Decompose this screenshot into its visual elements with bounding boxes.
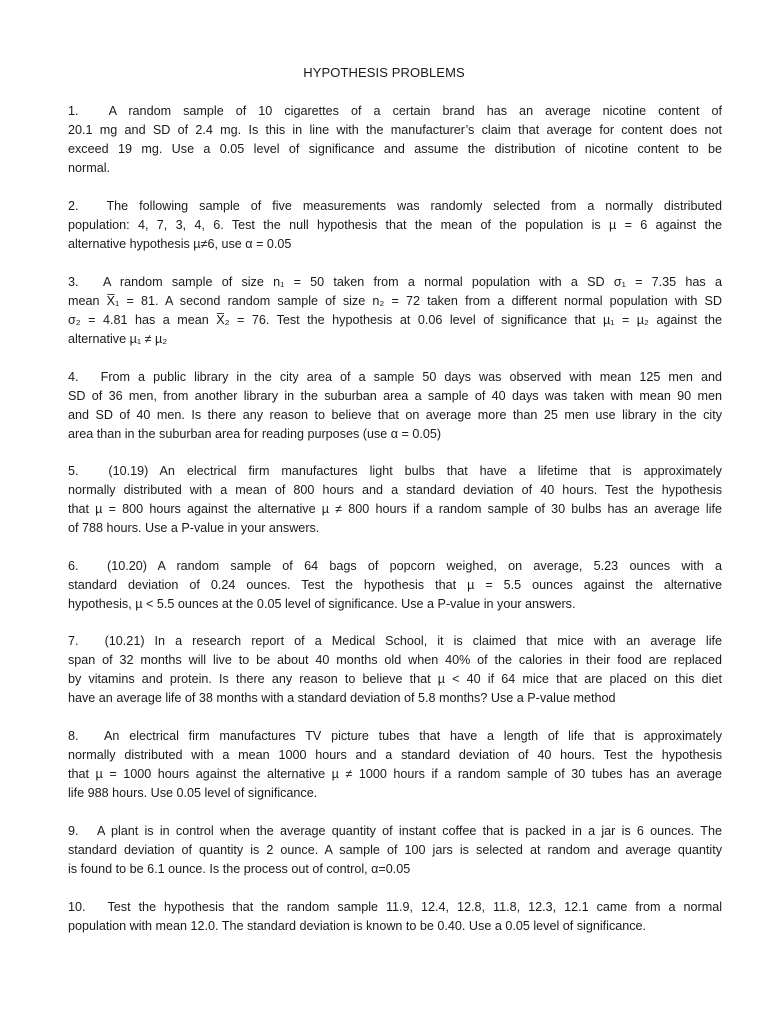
problem-text: normal. — [68, 161, 110, 175]
problem-text: that µ = 800 hours against the alternative µ ≠ 800 hours if a random sample of 30 bulbs has an average life — [68, 502, 722, 516]
problem-5 — [68, 462, 722, 538]
problem-line — [68, 159, 722, 178]
problem-line — [68, 330, 722, 349]
problem-text: have an average life of 38 months with a standard deviation of 5.8 months? Use a P-value method — [68, 691, 616, 705]
problem-text: population: 4, 7, 3, 4, 6. Test the null hypothesis that the mean of the population is µ = 6 against the — [68, 218, 722, 232]
problem-line — [68, 727, 722, 746]
problem-text: standard deviation of quantity is 2 ounce. A sample of 100 jars is selected at random and average quantity — [68, 843, 722, 857]
problem-line — [68, 765, 722, 784]
problem-number: 1. — [68, 104, 103, 118]
problem-line — [68, 557, 722, 576]
problem-line — [68, 140, 722, 159]
problem-text: area than in the suburban area for reading purposes (use α = 0.05) — [68, 427, 442, 441]
problem-line — [68, 235, 722, 254]
problem-2 — [68, 197, 722, 254]
problem-text: and SD of 40 men. Is there any reason to believe that on average more than 25 men use library in the city — [68, 408, 722, 422]
problem-10 — [68, 898, 722, 936]
problem-text: 20.1 mg and SD of 2.4 mg. Is this in line with the manufacturer’s claim that average for content does not — [68, 123, 722, 137]
problem-7 — [68, 632, 722, 708]
problem-text: standard deviation of 0.24 ounces. Test the hypothesis that µ = 5.5 ounces against the alternative — [68, 578, 722, 592]
problem-8 — [68, 727, 722, 803]
problem-text: exceed 19 mg. Use a 0.05 level of significance and assume the distribution of nicotine content to be — [68, 142, 722, 156]
problem-text: The following sample of five measurements was randomly selected from a normally distributed — [106, 199, 722, 213]
problem-3 — [68, 273, 722, 349]
problem-line — [68, 481, 722, 500]
problem-line — [68, 311, 722, 330]
problem-6 — [68, 557, 722, 614]
problem-text: A plant is in control when the average quantity of instant coffee that is packed in a jar is 6 ounces. The — [97, 824, 722, 838]
problem-line — [68, 860, 722, 879]
problem-line — [68, 292, 722, 311]
problem-line — [68, 425, 722, 444]
problem-text: mean X̅₁ = 81. A second random sample of size n₂ = 72 taken from a different normal population with SD — [68, 294, 722, 308]
problem-text: normally distributed with a mean of 800 hours and a standard deviation of 40 hours. Test the hypothesis — [68, 483, 722, 497]
problem-number: 9. — [68, 824, 91, 838]
problem-line — [68, 841, 722, 860]
problem-line — [68, 387, 722, 406]
problem-text: (10.21) In a research report of a Medical School, it is claimed that mice with an average life — [104, 634, 722, 648]
problem-number: 6. — [68, 559, 102, 573]
problem-text: From a public library in the city area of a sample 50 days was observed with mean 125 men and — [100, 370, 722, 384]
problem-number: 7. — [68, 634, 99, 648]
problem-text: A random sample of size n₁ = 50 taken from a normal population with a SD σ₁ = 7.35 has a — [102, 275, 722, 289]
problem-9 — [68, 822, 722, 879]
problem-text: SD of 36 men, from another library in the suburban area a sample of 40 days was taken with mean 90 men — [68, 389, 722, 403]
problem-text: span of 32 months will live to be about 40 months old when 40% of the calories in their food are replaced — [68, 653, 722, 667]
problem-line — [68, 689, 722, 708]
problem-line — [68, 595, 722, 614]
problem-line — [68, 670, 722, 689]
problem-text: normally distributed with a mean 1000 hours and a standard deviation of 40 hours. Test the hypothesis — [68, 748, 722, 762]
problem-text: An electrical firm manufactures TV picture tubes that have a length of life that is approximately — [104, 729, 722, 743]
problem-line — [68, 102, 722, 121]
problem-text: population with mean 12.0. The standard deviation is known to be 0.40. Use a 0.05 level of significance. — [68, 919, 647, 933]
problem-text: that µ = 1000 hours against the alternative µ ≠ 1000 hours if a random sample of 30 tubes has an average — [68, 767, 722, 781]
page-title: HYPOTHESIS PROBLEMS — [303, 65, 465, 80]
problem-line — [68, 917, 722, 936]
problem-number: 8. — [68, 729, 99, 743]
problem-line — [68, 519, 722, 538]
problem-number: 10. — [68, 900, 102, 914]
problem-4 — [68, 368, 722, 444]
problem-text: of 788 hours. Use a P-value in your answers. — [68, 521, 320, 535]
problem-line — [68, 406, 722, 425]
problem-line — [68, 746, 722, 765]
problem-text: σ₂ = 4.81 has a mean X̅₂ = 76. Test the hypothesis at 0.06 level of significance that µ₁ = µ₂ against the — [68, 313, 722, 327]
problem-number: 2. — [68, 199, 101, 213]
problem-text: by vitamins and protein. Is there any reason to believe that µ < 40 if 64 mice that are placed on this diet — [68, 672, 722, 686]
problem-text: is found to be 6.1 ounce. Is the process out of control, α=0.05 — [68, 862, 411, 876]
problem-line — [68, 784, 722, 803]
problem-text: life 988 hours. Use 0.05 level of significance. — [68, 786, 318, 800]
problem-number: 5. — [68, 464, 103, 478]
problem-text: (10.20) A random sample of 64 bags of popcorn weighed, on average, 5.23 ounces with a — [107, 559, 722, 573]
problem-line — [68, 121, 722, 140]
problem-line — [68, 576, 722, 595]
problem-text: (10.19) An electrical firm manufactures light bulbs that have a lifetime that is approximately — [108, 464, 722, 478]
problem-line — [68, 216, 722, 235]
problem-line — [68, 197, 722, 216]
problem-1 — [68, 102, 722, 178]
problem-text: hypothesis, µ < 5.5 ounces at the 0.05 level of significance. Use a P-value in your answers. — [68, 597, 576, 611]
problem-line — [68, 822, 722, 841]
problem-text: A random sample of 10 cigarettes of a certain brand has an average nicotine content of — [108, 104, 722, 118]
problem-number: 4. — [68, 370, 95, 384]
problem-text: Test the hypothesis that the random sample 11.9, 12.4, 12.8, 11.8, 12.3, 12.1 came from a normal — [107, 900, 722, 914]
problem-line — [68, 368, 722, 387]
problem-line — [68, 651, 722, 670]
problem-line — [68, 273, 722, 292]
problem-line — [68, 898, 722, 917]
problem-line — [68, 500, 722, 519]
problem-line — [68, 632, 722, 651]
problem-number: 3. — [68, 275, 97, 289]
problem-text: alternative µ₁ ≠ µ₂ — [68, 332, 168, 346]
problem-line — [68, 462, 722, 481]
problem-text: alternative hypothesis µ≠6, use α = 0.05 — [68, 237, 292, 251]
